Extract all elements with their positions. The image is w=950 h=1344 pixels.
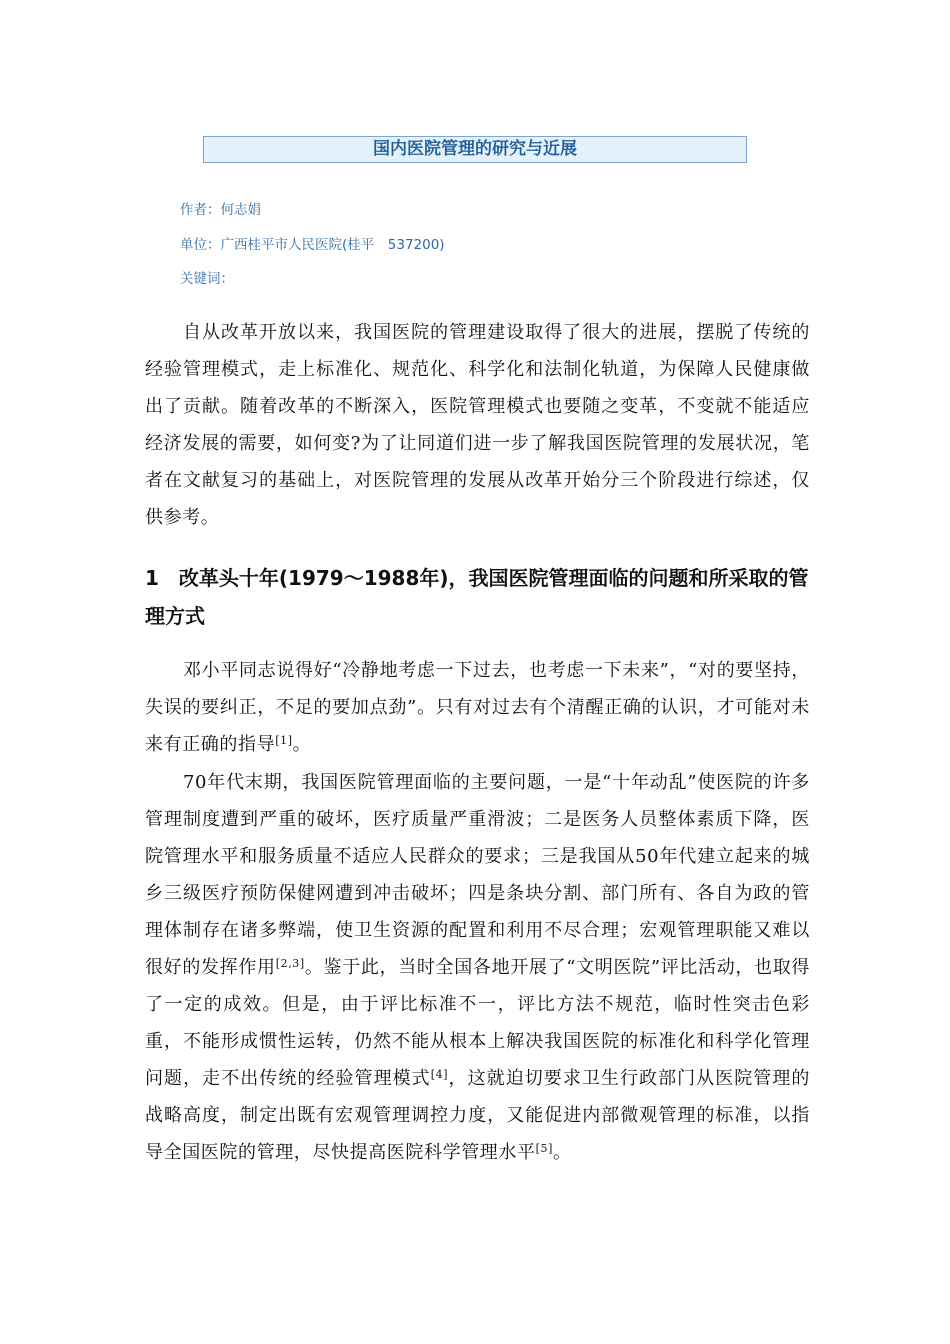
paragraph-text: ，这就迫切要求卫生行政部门从医院管理的战略高度，制定出既有宏观管理调控力度，又能促进内部微观管理的标准，以指导全国医院的管理，尽快提高医院科学管理水平 [145,1068,811,1163]
paragraph-text: 70年代末期，我国医院管理面临的主要问题，一是“十年动乱”使医院的许多管理制度遭到严重的破坏，医疗质量严重滑波；二是医务人员整体素质下降，医院管理水平和服务质量不适应人民群众的要求；三是我国从50年代建立起来的城乡三级医疗预防保健网遭到冲击破坏；四是条块分割、部门所有、各自为政的管理体制存在诸多弊端，使卫生资源的配置和利用不尽合理；宏观管理职能又难以很好的发挥作用 [145,772,810,978]
section-1-paragraph-2 [145,764,810,1171]
section-1-heading: 1 改革头十年(1979～1988年)，我国医院管理面临的问题和所采取的管理方式 [145,566,809,628]
citation-ref: [1] [275,734,293,747]
intro-paragraph: 自从改革开放以来，我国医院的管理建设取得了很大的进展，摆脱了传统的经验管理模式，走上标准化、规范化、科学化和法制化轨道，为保障人民健康做出了贡献。随着改革的不断深入，医院管理模式也要随之变革，不变就不能适应经济发展的需要，如何变?为了让同道们进一步了解我国医院管理的发展状况，笔者在文献复习的基础上，对医院管理的发展从改革开始分三个阶段进行综述，仅供参考。 [145,322,810,528]
paragraph-text: 。鉴于此，当时全国各地开展了“文明医院”评比活动，也取得了一定的成效。但是，由于评比标准不一，评比方法不规范，临时性突击色彩重，不能形成惯性运转，仍然不能从根本上解决我国医院的标准化和科学化管理问题，走不出传统的经验管理模式 [145,957,810,1089]
affiliation-line: 单位：广西桂平市人民医院(桂平 537200) [180,237,445,253]
author-line: 作者：何志娟 [180,202,261,218]
paragraph-text: 。 [553,1142,572,1163]
keywords-line: 关键词： [180,271,234,287]
citation-ref: [4] [430,1068,449,1081]
document-title: 国内医院管理的研究与近展 [203,136,747,163]
section-1-paragraph-1 [145,652,810,763]
intro-section [145,314,810,536]
citation-ref: [5] [535,1142,553,1155]
paragraph-text: 邓小平同志说得好“冷静地考虑一下过去，也考虑一下未来”，“对的要坚持，失误的要纠正，不足的要加点劲”。只有对过去有个清醒正确的认识，才可能对未来有正确的指导 [145,660,810,755]
paragraph-text: 。 [292,734,312,755]
citation-ref: [2,3] [275,957,305,970]
